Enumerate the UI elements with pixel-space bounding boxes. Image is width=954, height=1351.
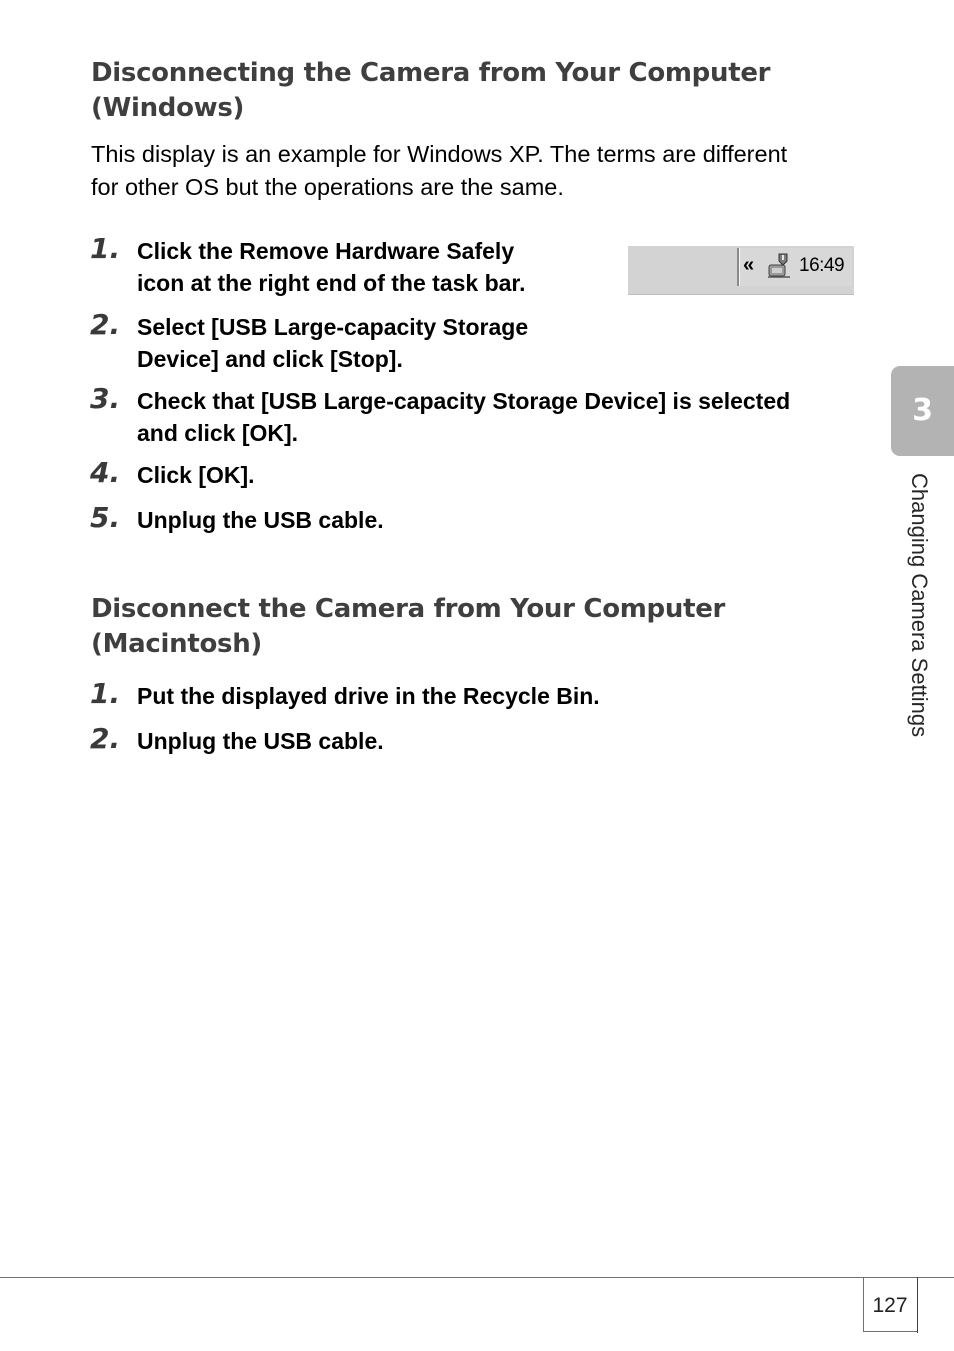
step-line: Device] and click [Stop]. — [137, 346, 403, 372]
windows-step-4-number: 4. — [90, 456, 121, 489]
windows-heading-line2: (Windows) — [91, 93, 245, 123]
chapter-label: Changing Camera Settings — [907, 473, 932, 738]
windows-step-5-text — [137, 504, 384, 536]
windows-step-2-text — [137, 311, 528, 375]
intro-line1: This display is an example for Windows XP. The terms are different — [91, 141, 788, 167]
windows-step-3-number: 3. — [90, 382, 121, 415]
show-hidden-icons-chevron[interactable]: « — [743, 254, 755, 276]
intro-line2: for other OS but the operations are the same. — [91, 174, 564, 200]
mac-step-2-number: 2. — [90, 722, 121, 755]
windows-step-3-text — [137, 385, 790, 449]
windows-step-2-number: 2. — [90, 308, 121, 341]
step-line: Click [OK]. — [137, 462, 255, 488]
windows-heading-line1: Disconnecting the Camera from Your Computer — [91, 58, 771, 88]
step-line: and click [OK]. — [137, 420, 299, 446]
mac-step-1-number: 1. — [90, 677, 121, 710]
mac-heading-line2: (Macintosh) — [91, 629, 262, 659]
step-line: Click the Remove Hardware Safely — [137, 238, 515, 264]
step-line: icon at the right end of the task bar. — [137, 270, 526, 296]
windows-intro — [91, 138, 861, 204]
step-line: Unplug the USB cable. — [137, 507, 384, 533]
windows-step-5-number: 5. — [90, 501, 121, 534]
windows-step-1-number: 1. — [90, 232, 121, 265]
step-line: Put the displayed drive in the Recycle Bin. — [137, 683, 600, 709]
windows-step-4-text — [137, 459, 255, 491]
page-number-box-edge — [917, 1277, 918, 1333]
page-number: 127 — [872, 1294, 908, 1317]
step-line: Unplug the USB cable. — [137, 728, 384, 754]
mac-step-2-text — [137, 725, 384, 757]
step-line: Select [USB Large-capacity Storage — [137, 314, 529, 340]
mac-section-heading — [91, 592, 791, 662]
chapter-number: 3 — [912, 393, 933, 428]
footer-rule — [0, 1277, 954, 1278]
mac-heading-line1: Disconnect the Camera from Your Computer — [91, 594, 726, 624]
windows-step-1-text — [137, 235, 526, 299]
taskbar-screenshot — [628, 246, 854, 295]
taskbar-clock: 16:49 — [799, 255, 845, 276]
system-tray — [737, 248, 852, 286]
mac-step-1-text — [137, 680, 600, 712]
windows-section-heading — [91, 56, 791, 126]
step-line: Check that [USB Large-capacity Storage Device] is selected — [137, 388, 791, 414]
chapter-tab — [891, 366, 954, 456]
remove-hardware-safely-icon[interactable] — [765, 251, 793, 281]
